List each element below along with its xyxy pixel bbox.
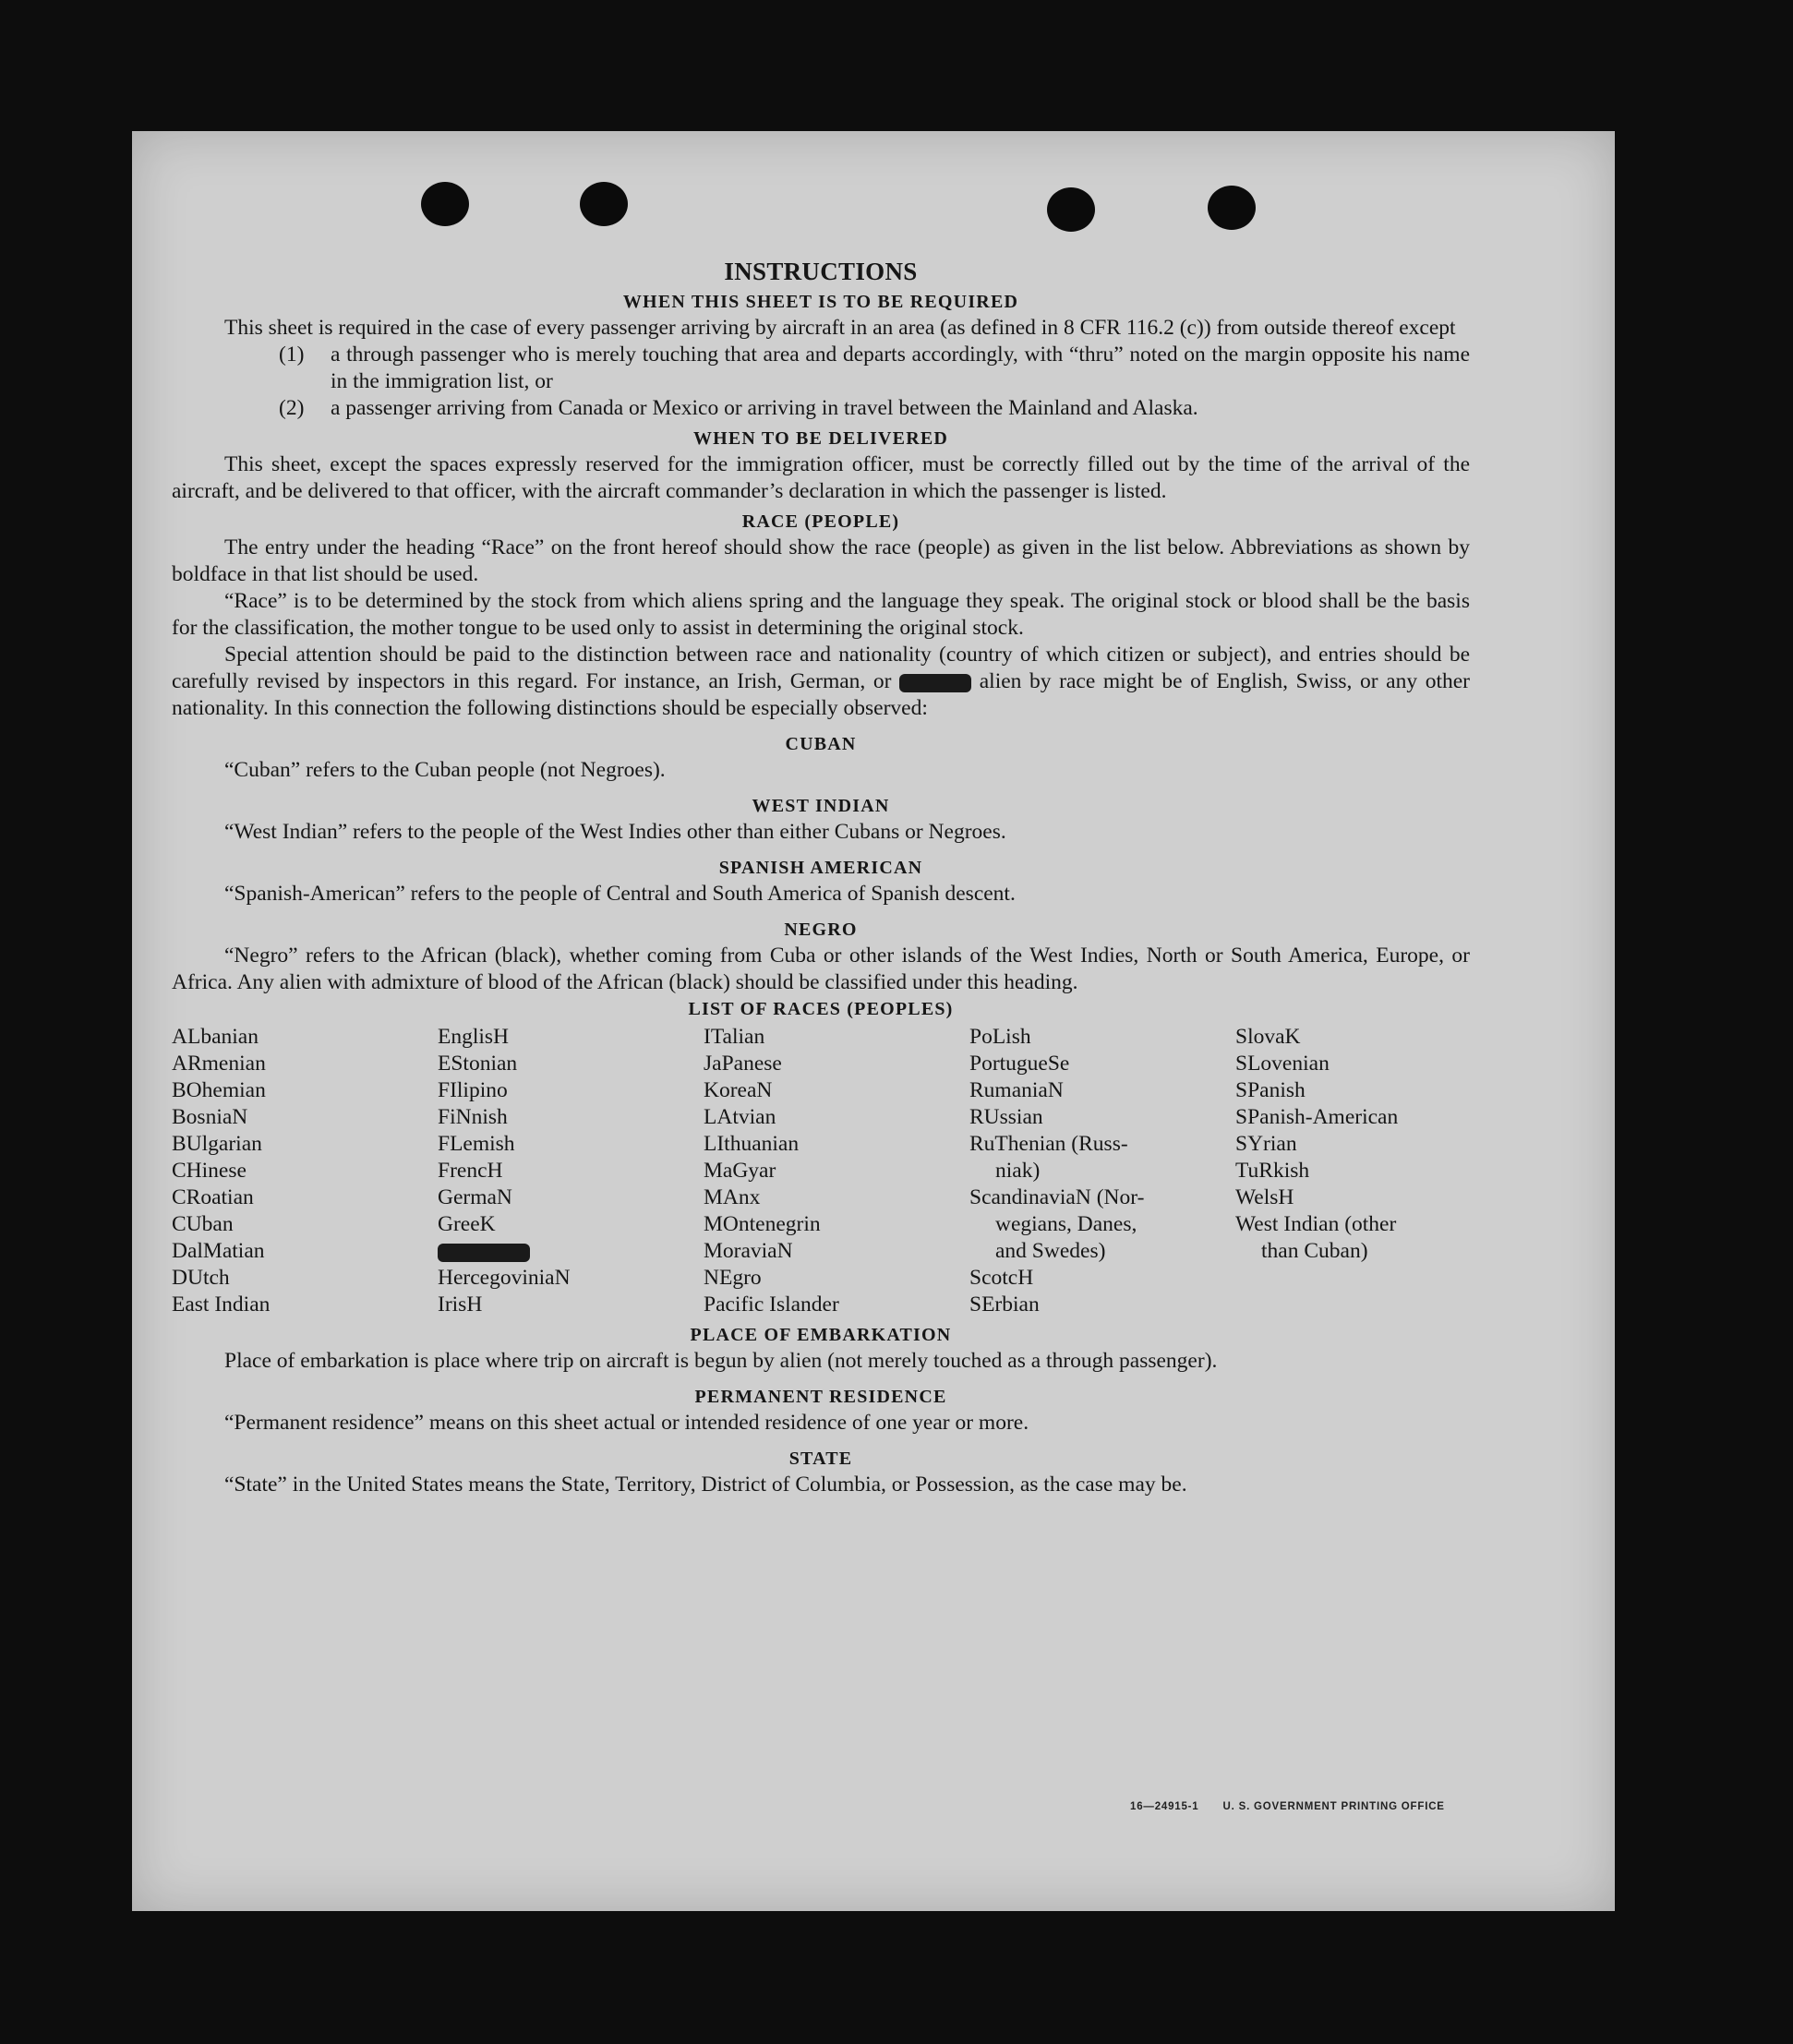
punch-hole	[1208, 186, 1256, 230]
race-item: JaPanese	[704, 1052, 782, 1076]
section-heading-state: STATE	[788, 1449, 853, 1469]
race-paragraph-1: The entry under the heading “Race” on the front hereof should show the race (people) as given in the list below. Abbreviations as shown by boldface in that list should be used.	[172, 535, 1470, 586]
exception-text: a passenger arriving from Canada or Mexico or arriving in travel between the Mainland and Alaska.	[331, 396, 1198, 420]
race-item: CHinese	[172, 1159, 247, 1183]
race-item: HercegoviniaN	[438, 1266, 571, 1290]
section-heading-race: RACE (PEOPLE)	[741, 511, 900, 532]
race-item: than Cuban)	[1261, 1239, 1368, 1263]
race-item: FLemish	[438, 1132, 515, 1156]
exception-item	[172, 395, 1470, 422]
section-heading-spanish-american: SPANISH AMERICAN	[718, 858, 923, 878]
exception-number: (1)	[279, 343, 305, 367]
race-column	[438, 1024, 704, 1318]
race-item: TuRkish	[1235, 1159, 1310, 1183]
race-item: SLovenian	[1235, 1052, 1330, 1076]
race-item: DUtch	[172, 1266, 230, 1290]
race-item: RumaniaN	[969, 1078, 1064, 1102]
race-item: WelsH	[1235, 1185, 1294, 1209]
race-item: CUban	[172, 1212, 234, 1236]
embarkation-text: Place of embarkation is place where trip on aircraft is begun by alien (not merely touched as a through passenger).	[224, 1349, 1218, 1373]
exception-number: (2)	[279, 396, 305, 420]
race-column	[172, 1024, 438, 1318]
race-item: GermaN	[438, 1185, 512, 1209]
state-text: “State” in the United States means the State, Territory, District of Columbia, or Possession, as the case may be.	[224, 1473, 1187, 1497]
permanent-residence-text: “Permanent residence” means on this sheet actual or intended residence of one year or more.	[224, 1411, 1029, 1435]
race-item: FrencH	[438, 1159, 503, 1183]
race-item: MoraviaN	[704, 1239, 793, 1263]
race-item: and Swedes)	[995, 1239, 1106, 1263]
form-code: 16—24915-1	[1130, 1801, 1199, 1812]
race-item: ScandinaviaN (Nor-	[969, 1185, 1145, 1209]
printer-name: U. S. GOVERNMENT PRINTING OFFICE	[1222, 1801, 1445, 1812]
section-heading-cuban: CUBAN	[785, 734, 857, 754]
race-item: IrisH	[438, 1293, 483, 1317]
race-item: GreeK	[438, 1212, 496, 1236]
punch-hole	[421, 182, 469, 226]
race-item: FIlipino	[438, 1078, 508, 1102]
cuban-text: “Cuban” refers to the Cuban people (not Negroes).	[224, 758, 666, 782]
race-item: BOhemian	[172, 1078, 266, 1102]
section-heading-west-indian: WEST INDIAN	[752, 796, 890, 816]
redaction-mark	[899, 674, 971, 692]
race-item: FiNnish	[438, 1105, 508, 1129]
race-paragraph-3-end: alien by race might be of English, Swiss, or any other nationality. In this connection the following distinctions should be especially observed:	[172, 669, 1471, 720]
race-item: PortugueSe	[969, 1052, 1070, 1076]
exception-text: a through passenger who is merely touching that area and departs accordingly, with “thru” noted on the margin opposite his name in the immigration list, or	[331, 343, 1470, 393]
punch-hole	[1047, 187, 1095, 232]
race-item: ARmenian	[172, 1052, 266, 1076]
section-heading-list-of-races: LIST OF RACES (PEOPLES)	[688, 999, 954, 1019]
race-item: EnglisH	[438, 1025, 510, 1049]
race-item: MAnx	[704, 1185, 761, 1209]
section-heading-negro: NEGRO	[784, 920, 858, 940]
race-paragraph-3	[172, 642, 1470, 722]
race-item: ScotcH	[969, 1266, 1034, 1290]
west-indian-text: “West Indian” refers to the people of the West Indies other than either Cubans or Negroes.	[224, 820, 1006, 844]
race-item: SYrian	[1235, 1132, 1297, 1156]
punch-hole	[580, 182, 628, 226]
race-item: East Indian	[172, 1293, 271, 1317]
race-item: BUlgarian	[172, 1132, 262, 1156]
section-heading-when-delivered: WHEN TO BE DELIVERED	[692, 428, 949, 449]
page-title: INSTRUCTIONS	[724, 258, 918, 285]
race-item: ALbanian	[172, 1025, 259, 1049]
race-column	[704, 1024, 969, 1318]
when-required-intro: This sheet is required in the case of every passenger arriving by aircraft in an area (as defined in 8 CFR 116.2 (c)) from outside thereof except	[224, 316, 1456, 340]
print-footer	[1130, 1801, 1445, 1812]
exception-item	[172, 342, 1470, 395]
instructions-body	[172, 254, 1470, 1498]
race-item: CRoatian	[172, 1185, 254, 1209]
race-item: NEgro	[704, 1266, 762, 1290]
race-item: BosniaN	[172, 1105, 248, 1129]
race-item: RuThenian (Russ-	[969, 1132, 1128, 1156]
race-item: KoreaN	[704, 1078, 773, 1102]
race-item: SlovaK	[1235, 1025, 1301, 1049]
race-item: LAtvian	[704, 1105, 776, 1129]
race-item: DalMatian	[172, 1239, 265, 1263]
race-item: SPanish-American	[1235, 1105, 1399, 1129]
race-paragraph-2: “Race” is to be determined by the stock from which aliens spring and the language they speak. The original stock or blood shall be the basis for the classification, the mother tongue to be used only to assist in determining the original stock.	[172, 589, 1470, 640]
negro-text: “Negro” refers to the African (black), whether coming from Cuba or other islands of the West Indies, North or South America, Europe, or Africa. Any alien with admixture of blood of the African (black) should be classified under this heading.	[172, 944, 1470, 994]
when-delivered-text: This sheet, except the spaces expressly reserved for the immigration officer, must be correctly filled out by the time of the arrival of the aircraft, and be delivered to that officer, with the aircraft commander’s declaration in which the passenger is listed.	[172, 452, 1470, 503]
race-column	[969, 1024, 1235, 1318]
race-item-redacted	[438, 1238, 704, 1265]
section-heading-when-required: WHEN THIS SHEET IS TO BE REQUIRED	[622, 292, 1019, 312]
race-item: EStonian	[438, 1052, 518, 1076]
spanish-american-text: “Spanish-American” refers to the people of Central and South America of Spanish descent.	[224, 882, 1016, 906]
section-heading-embarkation: PLACE OF EMBARKATION	[690, 1325, 952, 1345]
section-heading-permanent-residence: PERMANENT RESIDENCE	[694, 1387, 947, 1407]
race-item: MOntenegrin	[704, 1212, 821, 1236]
race-item: wegians, Danes,	[995, 1212, 1137, 1236]
race-list	[172, 1024, 1470, 1318]
race-item: niak)	[995, 1159, 1041, 1183]
race-item: RUssian	[969, 1105, 1043, 1129]
race-item: PoLish	[969, 1025, 1031, 1049]
race-item: SErbian	[969, 1293, 1040, 1317]
race-item: West Indian (other	[1235, 1212, 1397, 1236]
race-paragraph-3-start: Special attention should be paid to the distinction between race and nationality (country of which citizen or subject), and entries should be carefully revised by inspectors in this regard. For instance, an Irish, German, or	[172, 643, 1470, 693]
race-item: MaGyar	[704, 1159, 776, 1183]
redaction-mark	[438, 1244, 530, 1262]
race-item: SPanish	[1235, 1078, 1306, 1102]
race-item: LIthuanian	[704, 1132, 800, 1156]
race-item: ITalian	[704, 1025, 765, 1049]
race-item: Pacific Islander	[704, 1293, 839, 1317]
race-column	[1235, 1024, 1470, 1318]
